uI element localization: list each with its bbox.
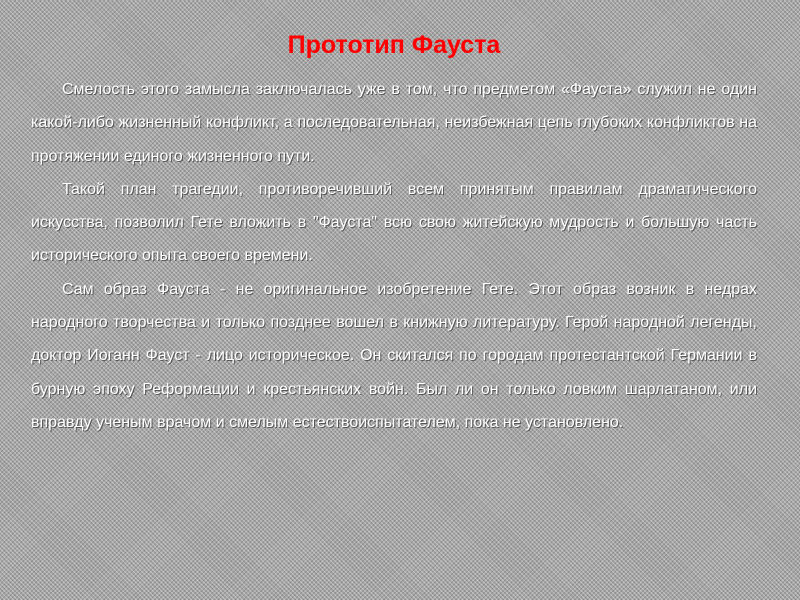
paragraph-2: Такой план трагедии, противоречивший всем принятым правилам драматического искусства, позволил Гете вложить в "Фауста" всю свою житейскую мудрость и большую часть исторического опыта своего времени. (31, 180, 757, 265)
paragraph-1: Смелость этого замысла заключалась уже в том, что предметом «Фауста» служил не один какой-либо жизненный конфликт, а последовательная, неизбежная цепь глубоких конфликтов на протяжении единого жизненного пути. (31, 81, 757, 165)
paragraph-3: Сам образ Фауста - не оригинальное изобретение Гете. Этот образ возник в недрах народного творчества и только позднее вошел в книжную литературу. Герой народной легенды, доктор Иоганн Фауст - лицо историческое. Он скитался по городам протестантской Германии в бурную эпоху Реформации и крестьянских войн. Был ли он только ловким шарлатаном, или вправду ученым врачом и смелым естествоиспытателем, пока не установлено. (31, 280, 757, 431)
slide-title: Прототип Фауста (287, 31, 501, 59)
slide-body (31, 73, 757, 439)
